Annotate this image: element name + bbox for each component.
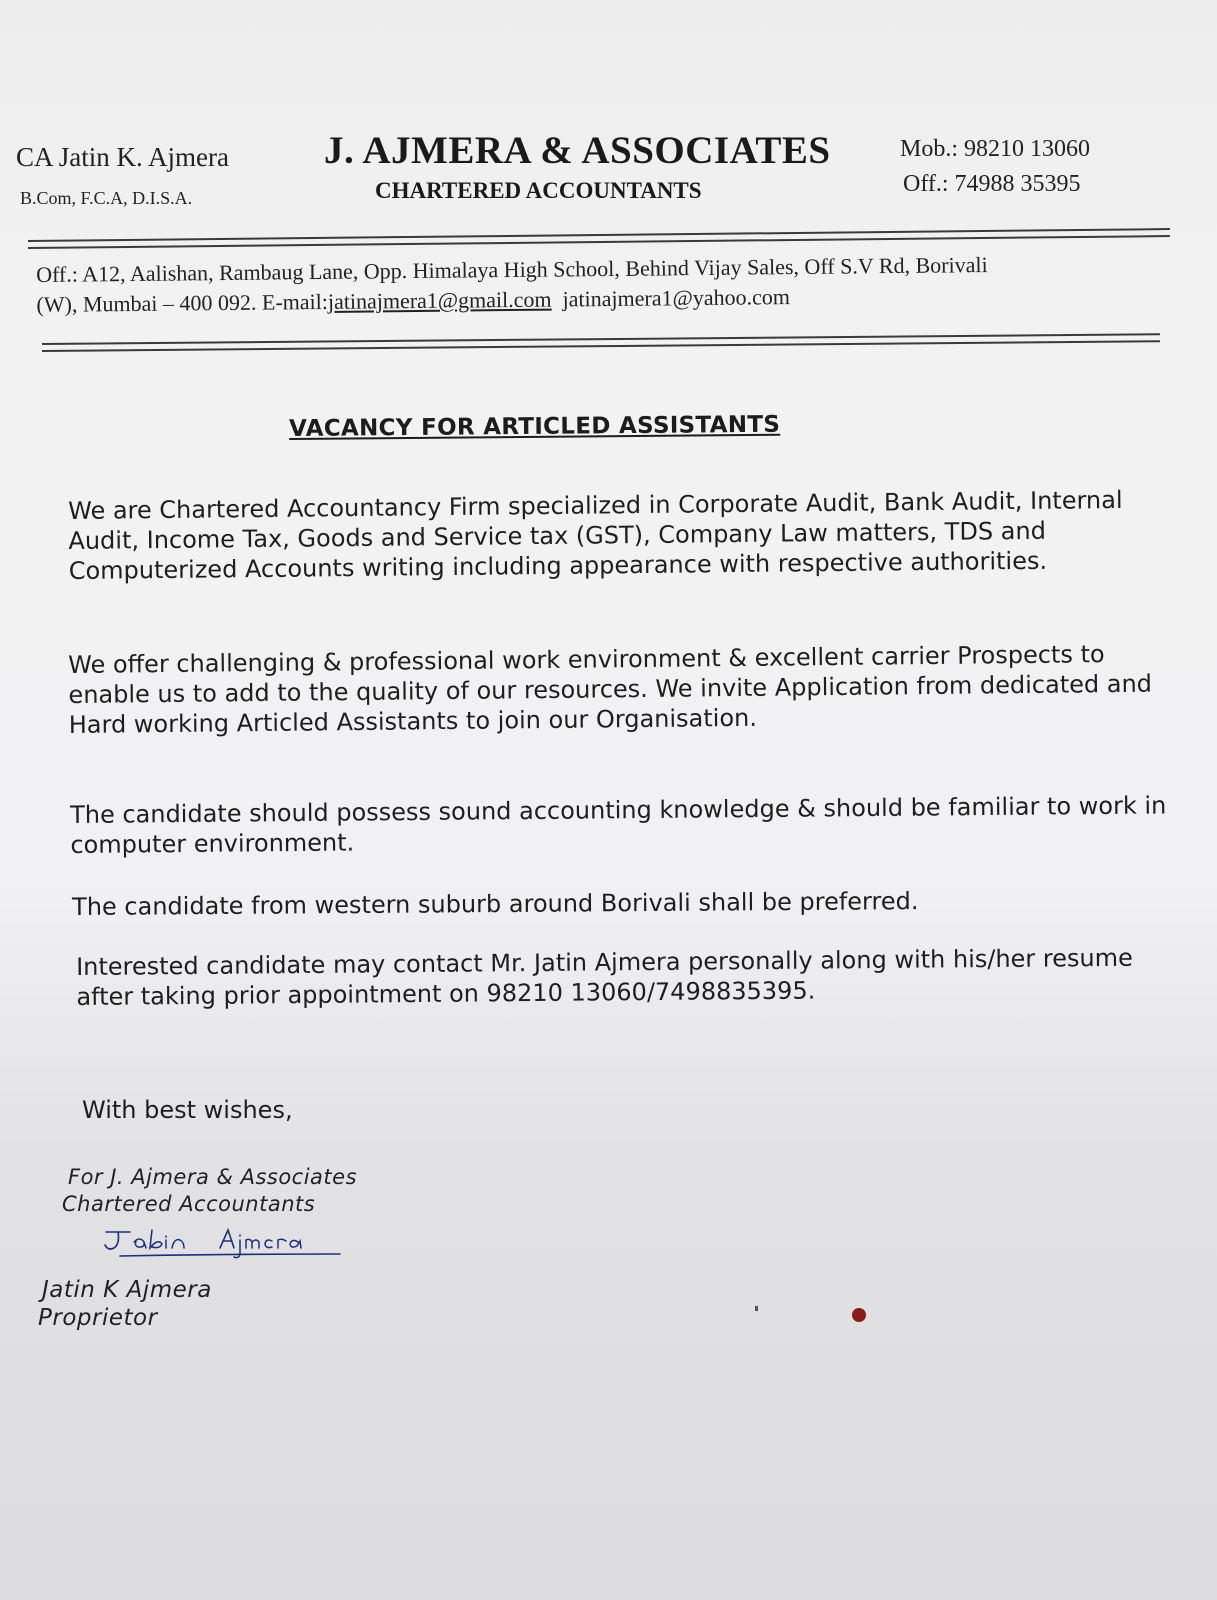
email-gmail-link[interactable]: jatinajmera1@gmail.com xyxy=(327,286,552,314)
ink-dot xyxy=(852,1308,866,1322)
ca-qualifications: B.Com, F.C.A, D.I.S.A. xyxy=(20,188,193,208)
paragraph-firm-profile: We are Chartered Accountancy Firm specialized in Corporate Audit, Bank Audit, Internal Audit, Income Tax, Goods and Service tax (GST), Company Law matters, TDS and Computerized Accounts writing including appearance with respective authorities. xyxy=(68,485,1123,585)
letterhead-divider-top xyxy=(28,228,1170,242)
paragraph-location-preference: The candidate from western suburb around Borivali shall be preferred. xyxy=(72,887,919,921)
handwritten-signature xyxy=(100,1226,350,1266)
paper-speck xyxy=(755,1306,758,1311)
address-line-1: Off.: A12, Aalishan, Rambaug Lane, Opp. Himalaya High School, Behind Vijay Sales, Off S.V Rd, Borivali xyxy=(36,252,988,287)
for-firm-subtitle: Chartered Accountants xyxy=(62,1192,316,1216)
paragraph-contact: Interested candidate may contact Mr. Jatin Ajmera personally along with his/her resume after taking prior appointment on 98210 13060/7498835395. xyxy=(76,943,1133,1011)
address-line-2-prefix: (W), Mumbai – 400 092. E-mail: xyxy=(36,288,329,317)
office-phone: Off.: 74988 35395 xyxy=(903,171,1081,197)
firm-name: J. AJMERA & ASSOCIATES xyxy=(324,129,831,172)
ca-name: CA Jatin K. Ajmera xyxy=(16,142,229,172)
paragraph-requirements: The candidate should possess sound accounting knowledge & should be familiar to work in computer environment. xyxy=(70,791,1167,859)
office-address xyxy=(36,250,988,320)
firm-subtitle: CHARTERED ACCOUNTANTS xyxy=(375,178,702,203)
mobile-number: Mob.: 98210 13060 xyxy=(900,136,1091,162)
email-yahoo: jatinajmera1@yahoo.com xyxy=(562,284,791,312)
signatory-designation: Proprietor xyxy=(38,1305,158,1331)
closing-wishes: With best wishes, xyxy=(82,1096,293,1124)
paragraph-offer: We offer challenging & professional work environment & excellent carrier Prospects to enable us to add to the quality of our resources. We invite Application from dedicated and Hard working Articled Assistants to join our Organisation. xyxy=(68,640,1153,739)
letterhead-divider-top-2 xyxy=(28,235,1170,249)
for-firm-line: For J. Ajmera & Associates xyxy=(68,1165,358,1189)
page-title: VACANCY FOR ARTICLED ASSISTANTS xyxy=(289,411,781,442)
signatory-name: Jatin K Ajmera xyxy=(42,1277,212,1303)
